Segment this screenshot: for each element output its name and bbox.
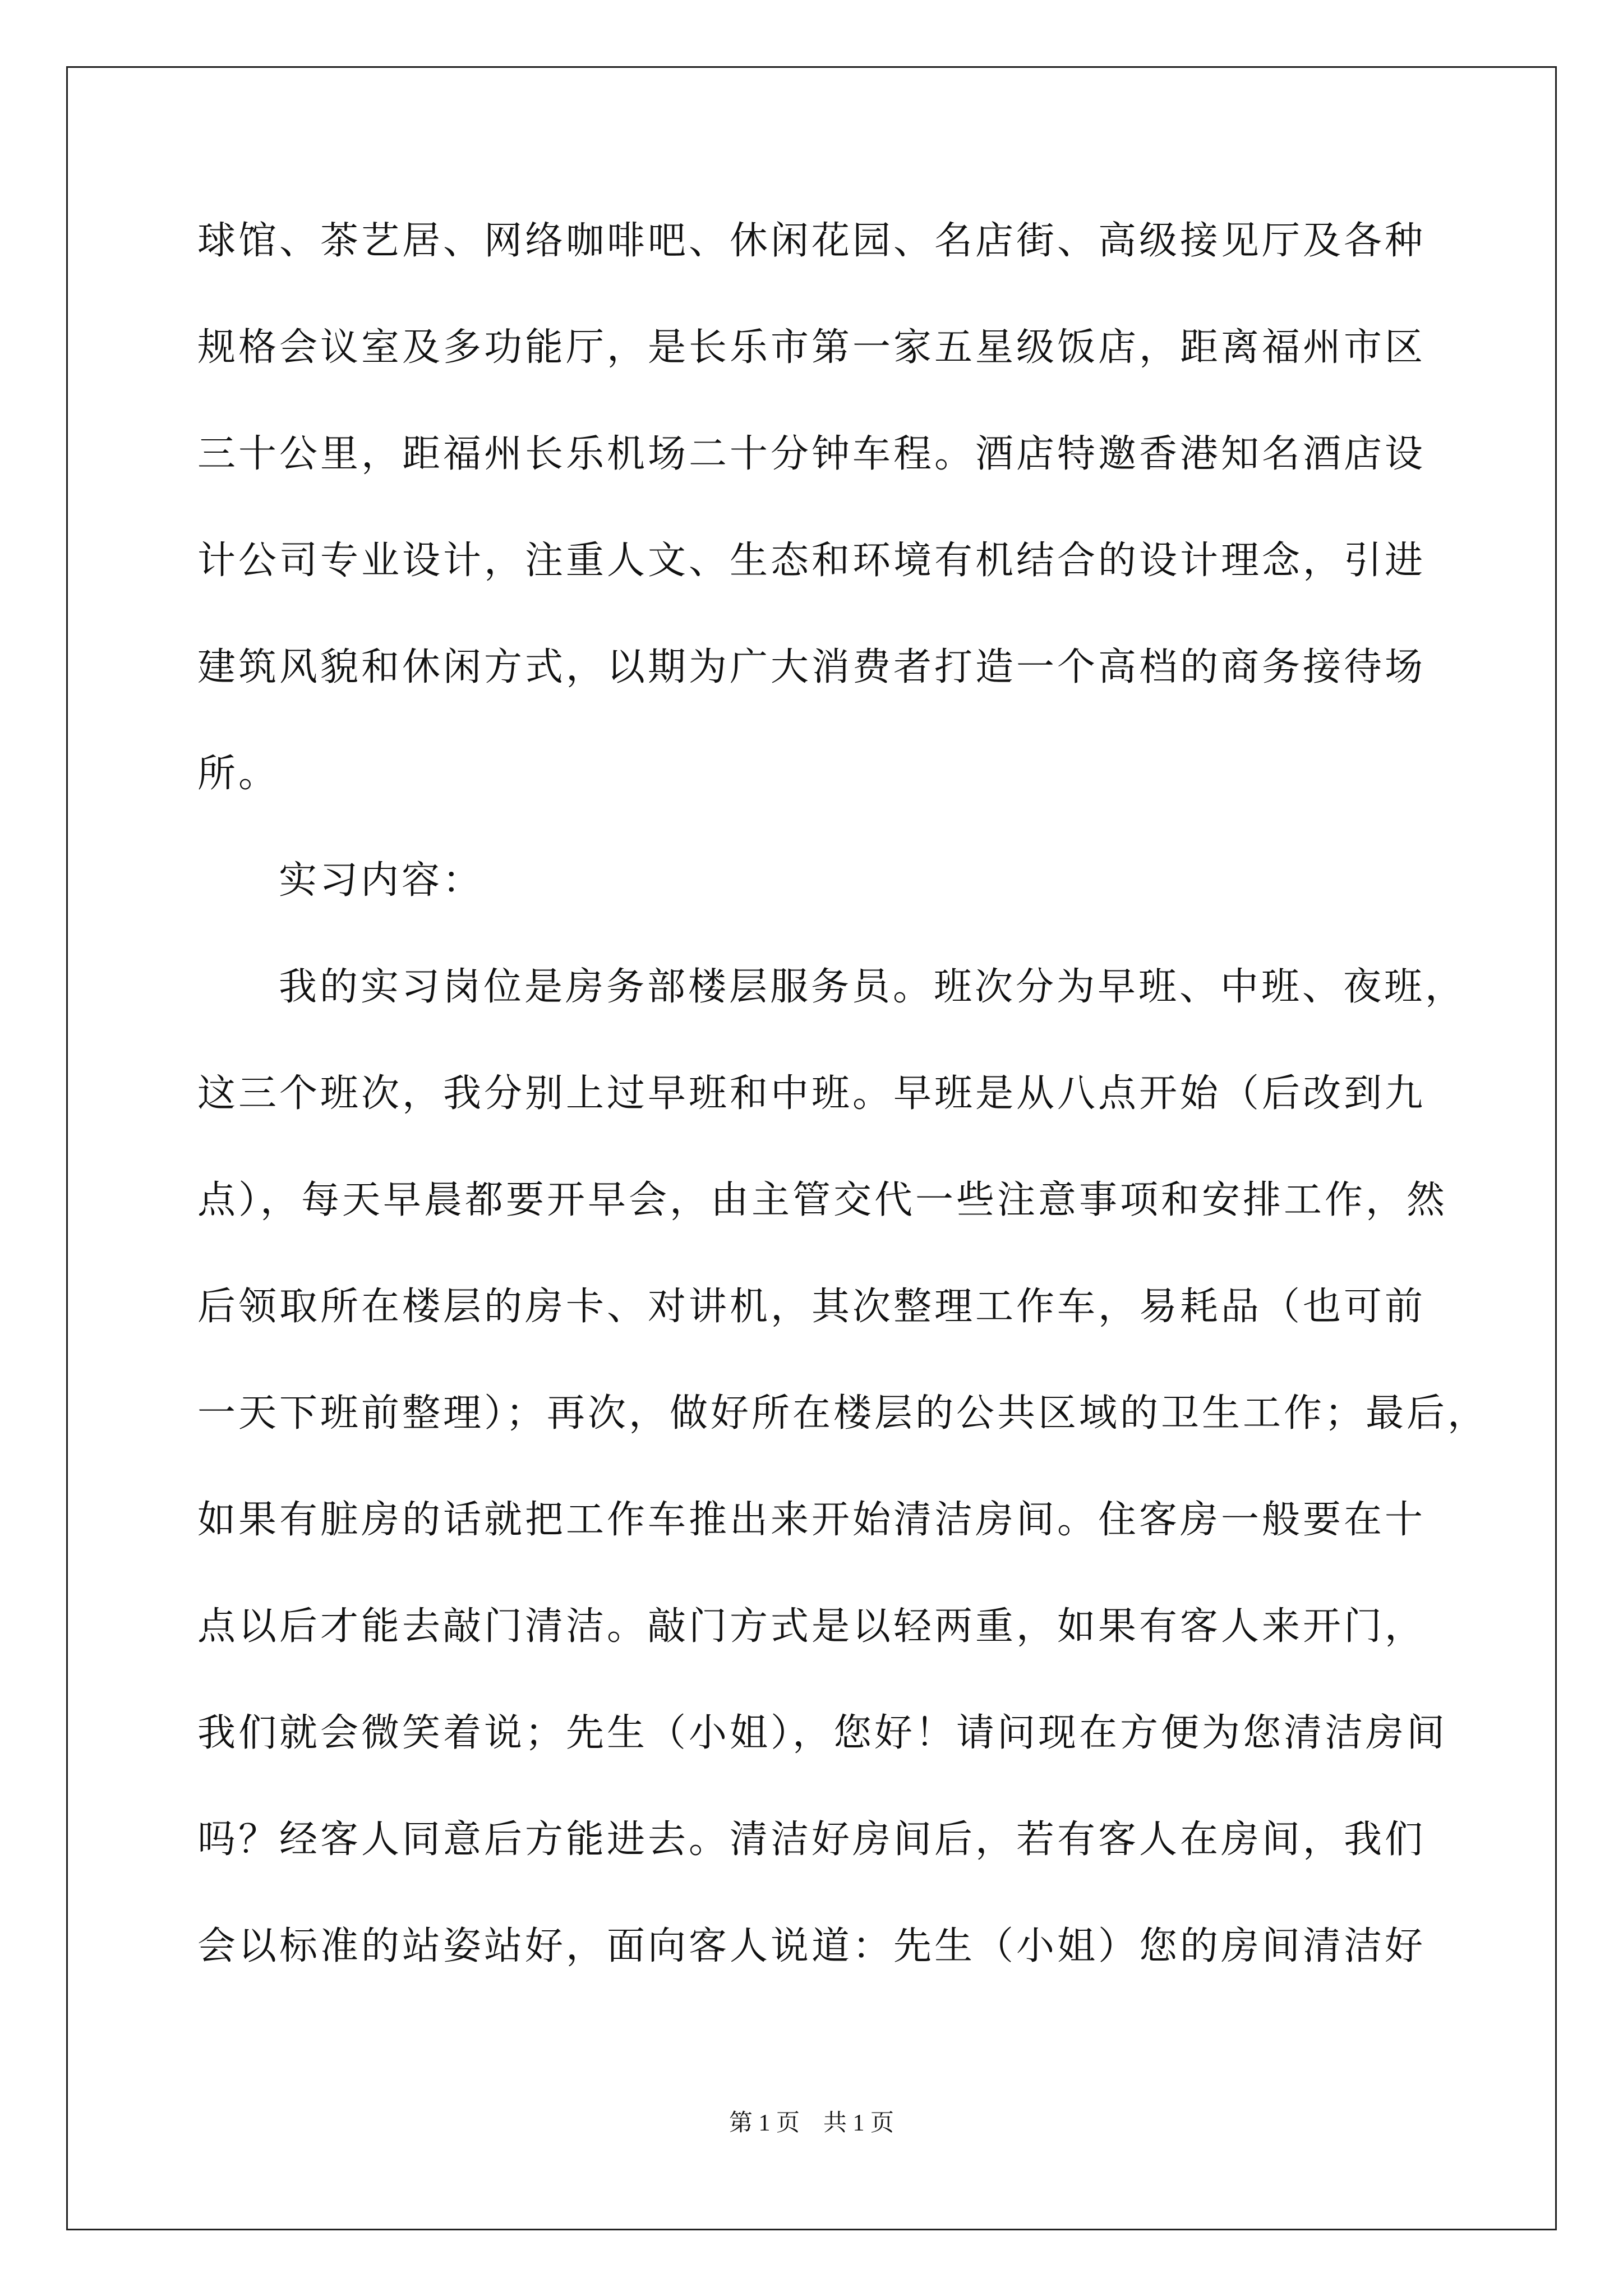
body-line: 后领取所在楼层的房卡、对讲机，其次整理工作车，易耗品（也可前 (197, 1285, 1426, 1329)
body-line: 三十公里，距福州长乐机场二十分钟车程。酒店特邀香港知名酒店设 (197, 432, 1426, 476)
body-line: 我们就会微笑着说；先生（小姐），您好！请问现在方便为您清洁房间 (197, 1711, 1448, 1755)
body-line: 会以标准的站姿站好，面向客人说道：先生（小姐）您的房间清洁好 (197, 1924, 1426, 1968)
body-line: 点），每天早晨都要开早会，由主管交代一些注意事项和安排工作，然 (197, 1178, 1448, 1222)
body-line: 一天下班前整理）；再次，做好所在楼层的公共区域的卫生工作；最后， (197, 1391, 1489, 1435)
body-line: 吗？经客人同意后方能进去。清洁好房间后，若有客人在房间，我们 (197, 1818, 1426, 1862)
body-line: 所。 (197, 752, 280, 796)
body-line: 规格会议室及多功能厅，是长乐市第一家五星级饭店，距离福州市区 (197, 325, 1426, 370)
body-line: 我的实习岗位是房务部楼层服务员。班次分为早班、中班、夜班， (279, 965, 1467, 1009)
page-border (66, 66, 1557, 2230)
body-line: 这三个班次，我分别上过早班和中班。早班是从八点开始（后改到九 (197, 1071, 1426, 1116)
body-line: 球馆、茶艺居、网络咖啡吧、休闲花园、名店街、高级接见厅及各种 (197, 219, 1426, 263)
page-number: 第 1 页 共 1 页 (728, 2110, 894, 2136)
body-line: 建筑风貌和休闲方式，以期为广大消费者打造一个高档的商务接待场 (197, 645, 1426, 689)
body-line: 点以后才能去敲门清洁。敲门方式是以轻两重，如果有客人来开门， (197, 1604, 1426, 1649)
body-line: 计公司专业设计，注重人文、生态和环境有机结合的设计理念，引进 (197, 539, 1426, 583)
section-heading: 实习内容： (279, 858, 484, 903)
body-line: 如果有脏房的话就把工作车推出来开始清洁房间。住客房一般要在十 (197, 1498, 1426, 1542)
